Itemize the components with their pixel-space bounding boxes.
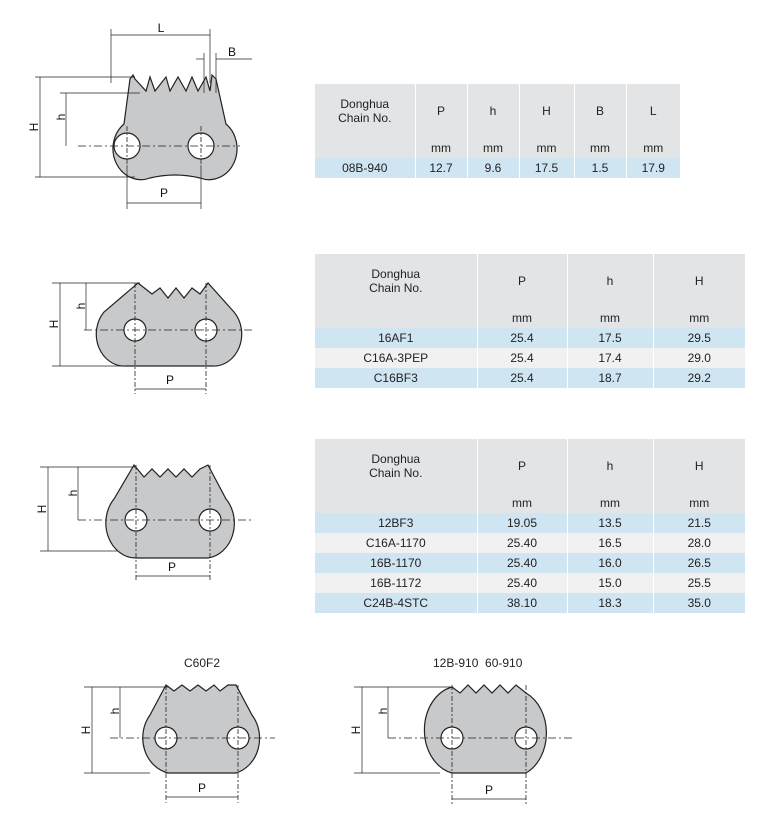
header-L: L — [626, 84, 680, 138]
value-cell: 19.05 — [477, 513, 567, 533]
value-cell: 16.0 — [567, 553, 653, 573]
unit-cell: mm — [567, 493, 653, 513]
value-cell: 9.6 — [467, 158, 519, 178]
header-H: H — [519, 84, 574, 138]
value-cell: 16.5 — [567, 533, 653, 553]
chain-no-cell: C24B-4STC — [315, 593, 477, 613]
dim-label-H: H — [35, 504, 49, 514]
value-cell: 29.5 — [653, 328, 745, 348]
header-B: B — [574, 84, 626, 138]
chain-plate-diagram-2 — [40, 268, 270, 398]
dim-label-P: P — [484, 783, 494, 797]
dim-label-P: P — [159, 186, 169, 200]
dim-label-P: P — [165, 373, 175, 387]
caption-12b-910-60-910: 12B-910 60-910 — [433, 656, 523, 670]
value-cell: 38.10 — [477, 593, 567, 613]
unit-cell: mm — [477, 493, 567, 513]
value-cell: 25.5 — [653, 573, 745, 593]
chain-plate-shape — [96, 283, 241, 366]
units-row — [315, 493, 745, 513]
header-P: P — [477, 439, 567, 493]
value-cell: 35.0 — [653, 593, 745, 613]
header-P: P — [415, 84, 467, 138]
value-cell: 17.4 — [567, 348, 653, 368]
chain-no-cell: C16A-1170 — [315, 533, 477, 553]
value-cell: 25.40 — [477, 553, 567, 573]
header-chain-no: Donghua Chain No. — [315, 439, 477, 493]
unit-cell: mm — [519, 138, 574, 158]
unit-cell: mm — [415, 138, 467, 158]
unit-cell: mm — [574, 138, 626, 158]
chain-no-cell: C16A-3PEP — [315, 348, 477, 368]
table-row — [315, 158, 680, 178]
units-blank — [315, 308, 477, 328]
header-chain-no: Donghua Chain No. — [315, 254, 477, 308]
units-row — [315, 308, 745, 328]
chain-plate-diagram-1 — [20, 15, 260, 215]
chain-plate-diagram-5 — [340, 675, 580, 810]
header-h: h — [567, 439, 653, 493]
value-cell: 18.3 — [567, 593, 653, 613]
units-blank — [315, 493, 477, 513]
chain-no-cell: 16B-1172 — [315, 573, 477, 593]
dim-label-L: L — [157, 21, 165, 35]
table-row — [315, 533, 745, 553]
value-cell: 13.5 — [567, 513, 653, 533]
dim-label-h: h — [108, 707, 122, 715]
dim-label-H: H — [79, 725, 93, 735]
dim-label-H: H — [27, 122, 41, 132]
value-cell: 29.2 — [653, 368, 745, 388]
dim-label-H: H — [349, 725, 363, 735]
dim-label-B: B — [227, 45, 237, 59]
chain-no-cell: C16BF3 — [315, 368, 477, 388]
spec-table-3 — [315, 439, 745, 613]
units-blank — [315, 138, 415, 158]
chain-no-cell: 08B-940 — [315, 158, 415, 178]
table-row — [315, 573, 745, 593]
unit-cell: mm — [626, 138, 680, 158]
chain-no-cell: 16AF1 — [315, 328, 477, 348]
dim-label-H: H — [47, 319, 61, 329]
dim-label-h: h — [376, 707, 390, 715]
units-row — [315, 138, 680, 158]
unit-cell: mm — [477, 308, 567, 328]
table-row — [315, 328, 745, 348]
value-cell: 25.4 — [477, 368, 567, 388]
dim-label-h: h — [66, 489, 80, 497]
value-cell: 28.0 — [653, 533, 745, 553]
dim-label-P: P — [167, 560, 177, 574]
unit-cell: mm — [653, 493, 745, 513]
dim-label-h: h — [54, 113, 68, 121]
value-cell: 25.4 — [477, 328, 567, 348]
unit-cell: mm — [467, 138, 519, 158]
chain-plate-diagram-3 — [28, 455, 268, 585]
value-cell: 17.9 — [626, 158, 680, 178]
header-H: H — [653, 254, 745, 308]
value-cell: 18.7 — [567, 368, 653, 388]
chain-plate-shape — [113, 75, 237, 180]
header-chain-no: Donghua Chain No. — [315, 84, 415, 138]
header-P: P — [477, 254, 567, 308]
value-cell: 12.7 — [415, 158, 467, 178]
value-cell: 1.5 — [574, 158, 626, 178]
value-cell: 25.40 — [477, 533, 567, 553]
header-h: h — [567, 254, 653, 308]
value-cell: 17.5 — [519, 158, 574, 178]
unit-cell: mm — [567, 308, 653, 328]
value-cell: 15.0 — [567, 573, 653, 593]
value-cell: 25.40 — [477, 573, 567, 593]
table-row — [315, 513, 745, 533]
chain-no-cell: 16B-1170 — [315, 553, 477, 573]
spec-table-1 — [315, 84, 680, 178]
value-cell: 25.4 — [477, 348, 567, 368]
header-h: h — [467, 84, 519, 138]
header-H: H — [653, 439, 745, 493]
table-row — [315, 368, 745, 388]
spec-table-2 — [315, 254, 745, 388]
caption-c60f2: C60F2 — [184, 656, 221, 670]
table-row — [315, 593, 745, 613]
chain-plate-diagram-4 — [70, 675, 290, 810]
value-cell: 26.5 — [653, 553, 745, 573]
chain-no-cell: 12BF3 — [315, 513, 477, 533]
dim-label-h: h — [74, 302, 88, 310]
dim-label-P: P — [197, 781, 207, 795]
table-row — [315, 348, 745, 368]
value-cell: 21.5 — [653, 513, 745, 533]
value-cell: 17.5 — [567, 328, 653, 348]
table-row — [315, 553, 745, 573]
value-cell: 29.0 — [653, 348, 745, 368]
unit-cell: mm — [653, 308, 745, 328]
